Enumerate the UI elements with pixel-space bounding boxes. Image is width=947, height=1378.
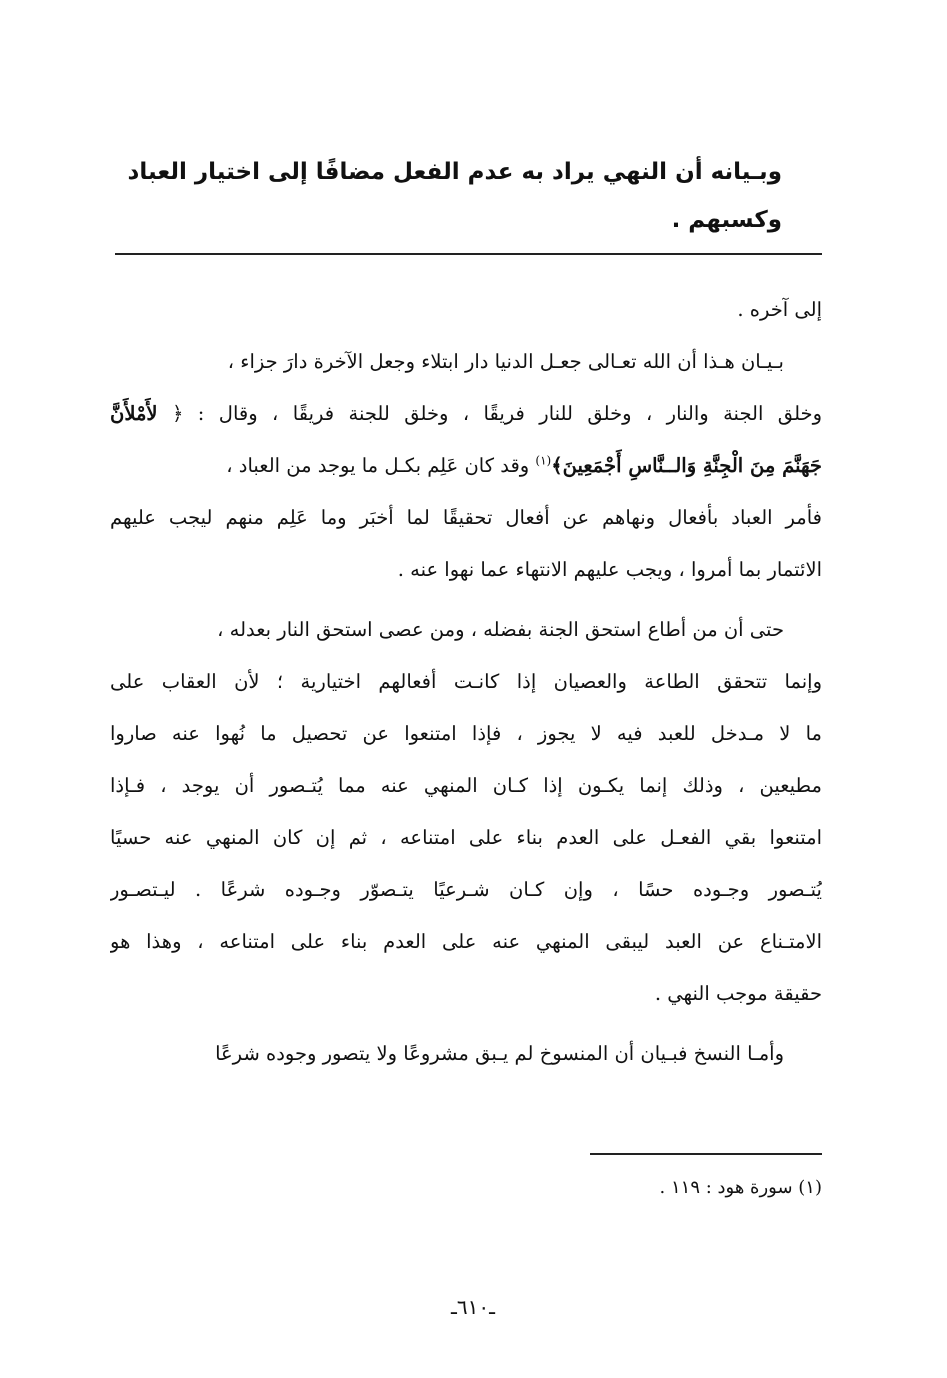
page-number: ـ٦١٠ـ [451,1295,495,1319]
text-line: وأمـا النسخ فبـيان أن المنسوخ لم يـبق مشروعًا ولا يتصور وجوده شرعًا [215,1042,784,1065]
footnote: (١) سورة هود : ١١٩ . [659,1177,822,1198]
text-line: حقيقة موجب النهي . [654,982,822,1005]
text-line: حتى أن من أطاع استحق الجنة بفضله ، ومن عصى استحق النار بعدله ، [217,618,784,641]
text-line [110,440,822,492]
footnote-reference: (١) [535,453,552,468]
text-line-part: وقد كان عَلِم بكـل ما يوجد من العباد ، [226,454,536,477]
text-line [110,388,822,440]
text-line: بـيـان هـذا أن الله تعـالى جعـل الدنيا دار ابتلاء وجعل الآخرة دارَ جزاء ، [227,350,784,373]
paragraph-gap [110,1020,822,1028]
text-line: امتنعوا بقي الفعـل على العدم بناء على امتناعه ، ثم إن كان المنهي عنه حسيًا [110,826,822,849]
horizontal-rule [115,253,822,255]
text-line: الائتمار بما أمروا ، ويجب عليهم الانتهاء عما نهوا عنه . [397,558,822,581]
quran-verse: لأَمْلأَنَّ [110,402,158,425]
body-text [110,284,822,1080]
text-line-part: وخلق الجنة والنار ، وخلق للنار فريقًا ، وخلق للجنة فريقًا ، وقال : ﴿ [171,402,822,425]
text-line: ما لا مـدخل للعبد فيه لا يجوز ، فإذا امتنعوا عن تحصيل ما نُهوا عنه صاروا [110,722,822,745]
text-line: وإنما تتحقق الطاعة والعصيان إذا كانـت أفعالهم اختيارية ؛ لأن العقاب على [110,670,822,693]
text-line: فأمر العباد بأفعال ونهاهم عن أفعال تحقيقًا لما أخبَر وما عَلِم منهم ليجب عليهم [110,506,822,529]
footnote-rule [590,1153,822,1155]
heading: وبـيانه أن النهي يراد به عدم الفعل مضافًا إلى اختيار العباد وكسبهم . [127,159,782,233]
paragraph-gap [110,596,822,604]
text-line: مطيعين ، وذلك إنما يكـون إذا كـان المنهي عنه مما يُتـصور أن يوجد ، فـإذا [110,774,822,797]
text-line: الامتـناع عن العبد ليبقى المنهي عنه على العدم بناء على امتناعه ، وهذا هو [110,930,822,953]
quran-verse: جَهَنَّمَ مِنَ الْجِنَّةِ وَالــنَّاسِ أَجْمَعِينَ﴾ [551,454,822,477]
text-line: إلى آخره . [737,298,822,321]
text-line: يُتـصور وجـوده حسًا ، وإن كـان شـرعيًا يتـصوّر وجـوده شرعًا . ليـتصـور [110,878,822,901]
